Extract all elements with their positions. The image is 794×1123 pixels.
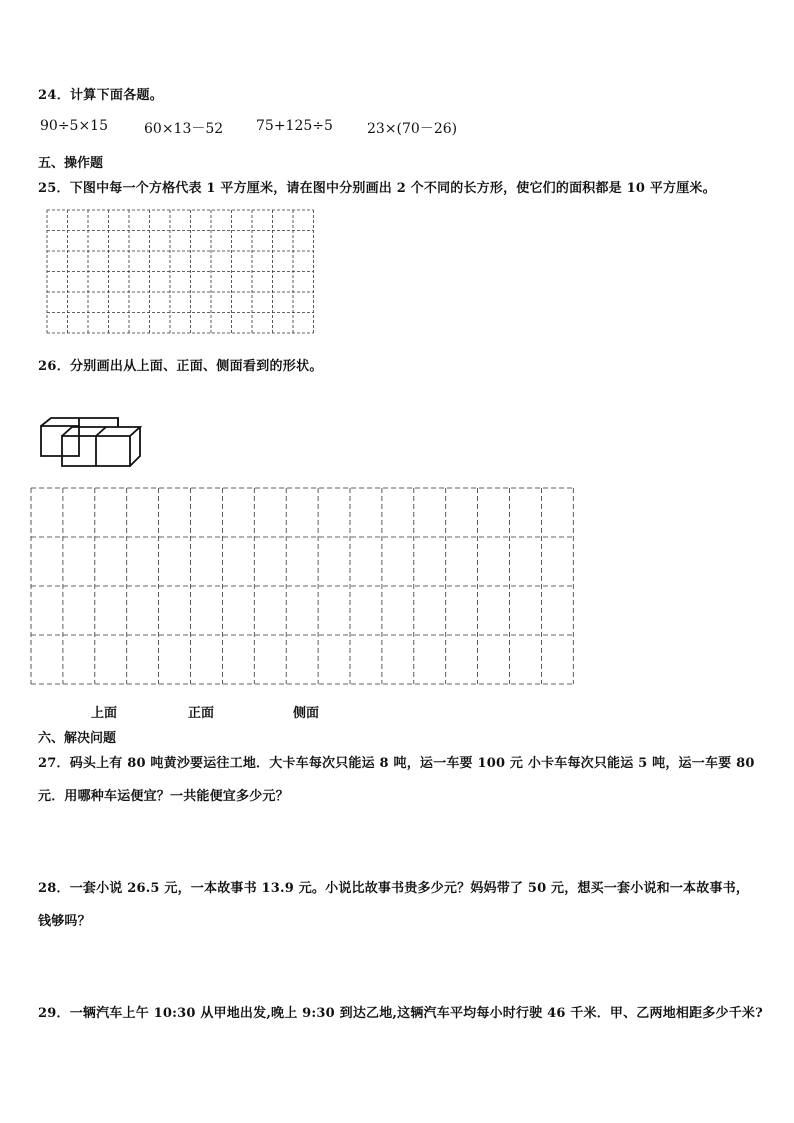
q24-expression-2: 60×13－52	[144, 121, 224, 137]
q26-label-front-view: 正面	[188, 706, 215, 721]
q26-label-top-view: 上面	[91, 706, 118, 721]
q27-line-1: 27．码头上有 80 吨黄沙要运往工地．大卡车每次只能运 8 吨，运一车要 100 元 小卡车每次只能运 5 吨，运一车要 80	[38, 756, 755, 771]
section-5-title: 五、操作题	[38, 156, 104, 171]
q24-title: 24．计算下面各题。	[38, 88, 164, 103]
q24-expression-3: 75+125÷5	[256, 118, 333, 134]
q26-title: 26．分别画出从上面、正面、侧面看到的形状。	[38, 359, 323, 374]
q29-line-1: 29．一辆汽车上午 10:30 从甲地出发,晚上 9:30 到达乙地,这辆汽车平均每小时行驶 46 千米．甲、乙两地相距多少千米?	[38, 1006, 763, 1021]
q24-expression-4: 23×(70－26)	[367, 121, 458, 137]
q26-cube-figure	[38, 414, 146, 470]
q24-expression-1: 90÷5×15	[40, 118, 108, 134]
q26-label-side-view: 侧面	[293, 706, 320, 721]
q25-square-grid	[44, 208, 316, 336]
q28-line-2: 钱够吗？	[38, 914, 91, 929]
q28-line-1: 28．一套小说 26.5 元，一本故事书 13.9 元。小说比故事书贵多少元？妈妈带了 50 元，想买一套小说和一本故事书，	[38, 881, 750, 896]
q26-dashed-grid	[30, 487, 576, 687]
section-6-title: 六、解决问题	[38, 731, 117, 746]
q27-line-2: 元．用哪种车运便宜？一共能便宜多少元？	[38, 789, 289, 804]
q25-title: 25．下图中每一个方格代表 1 平方厘米，请在图中分别画出 2 个不同的长方形，使它们的面积都是 10 平方厘米。	[38, 181, 716, 196]
